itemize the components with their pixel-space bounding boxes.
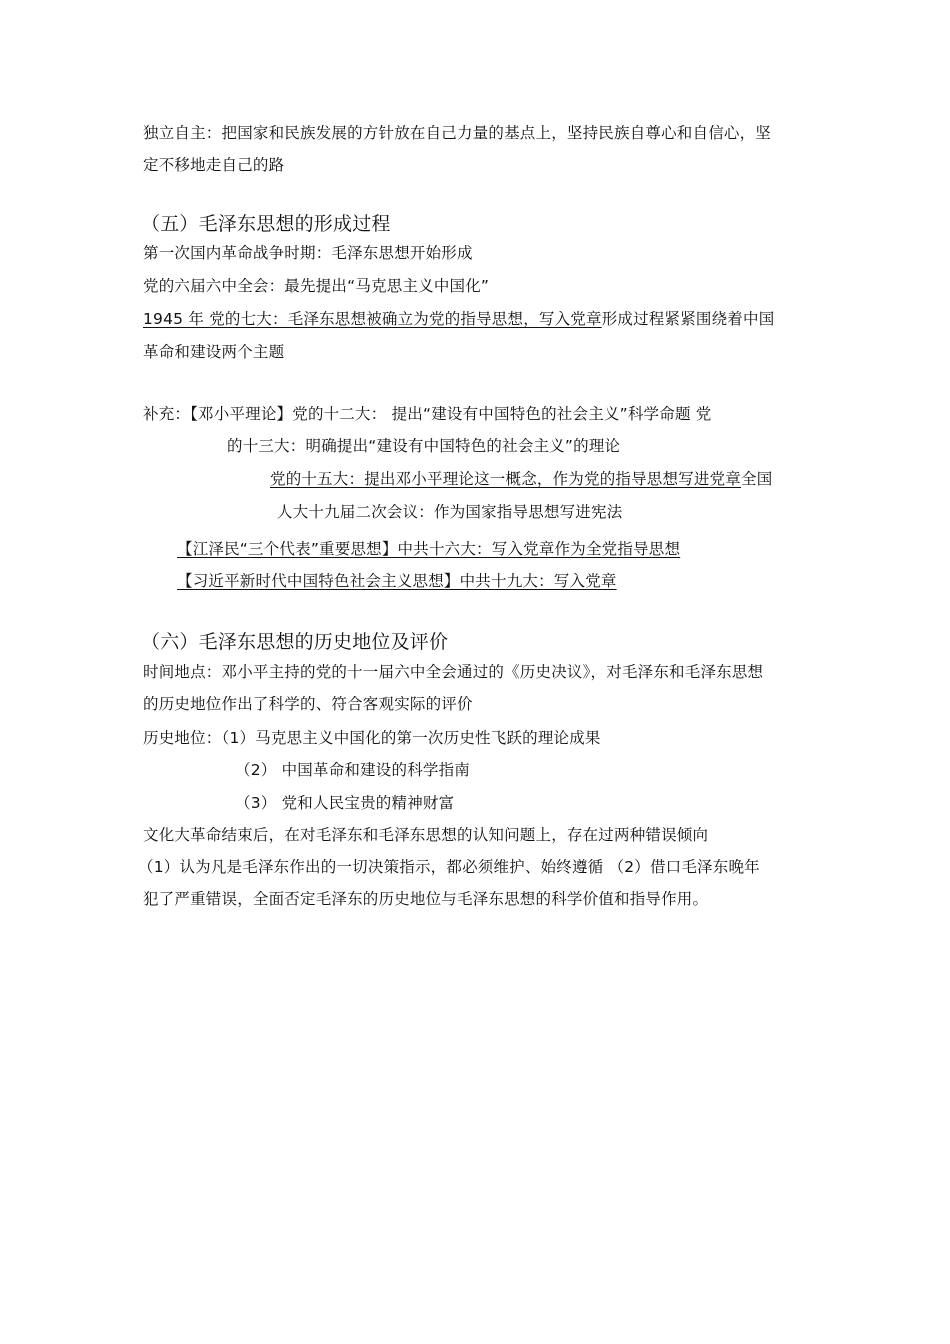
section-5-para-3 (143, 308, 774, 330)
fifteenth-congress-underlined: 党的十五大：提出邓小平理论这一概念，作为党的指导思想写进党章 (270, 470, 742, 488)
supplement-line-4: 人大十九届二次会议：作为国家指导思想写进宪法 (277, 503, 623, 521)
fifteenth-congress-rest: 全国 (741, 470, 773, 488)
section-5-heading: （五）毛泽东思想的形成过程 (141, 213, 391, 235)
historical-status-3: （3） 党和人民宝贵的精神财富 (235, 794, 455, 812)
seventh-congress-rest: 形成过程紧紧围绕着中国 (601, 310, 775, 328)
supplement-line-2: 的十三大：明确提出“建设有中国特色的社会主义”的理论 (227, 437, 621, 455)
supplement-line-1: 补充：【邓小平理论】党的十二大： 提出“建设有中国特色的社会主义”科学命题 党 (143, 405, 712, 423)
section-5-para-2: 党的六届六中全会：最先提出“马克思主义中国化” (143, 277, 490, 295)
jiang-zemin-line: 【江泽民“三个代表”重要思想】中共十六大：写入党章作为全党指导思想 (177, 540, 681, 558)
historical-status-2: （2） 中国革命和建设的科学指南 (235, 761, 470, 779)
section-5-para-3-line-2: 革命和建设两个主题 (143, 343, 285, 361)
supplement-line-3 (270, 468, 772, 490)
independence-line-1: 独立自主：把国家和民族发展的方针放在自己力量的基点上，坚持民族自尊心和自信心，坚 (143, 124, 772, 142)
time-place-line-2: 的历史地位作出了科学的、符合客观实际的评价 (143, 695, 473, 713)
errors-line-1: （1）认为凡是毛泽东作出的一切决策指示，都必须维护、始终遵循 （2）借口毛泽东晚年 (138, 858, 760, 876)
independence-line-2: 定不移地走自己的路 (143, 156, 285, 174)
time-place-line-1: 时间地点：邓小平主持的党的十一届六中全会通过的《历史决议》，对毛泽东和毛泽东思想 (143, 663, 764, 681)
errors-line-2: 犯了严重错误，全面否定毛泽东的历史地位与毛泽东思想的科学价值和指导作用。 (143, 890, 709, 908)
section-6-heading: （六）毛泽东思想的历史地位及评价 (141, 631, 449, 653)
xi-jinping-line: 【习近平新时代中国特色社会主义思想】中共十九大：写入党章 (177, 572, 617, 590)
cultural-revolution-line: 文化大革命结束后，在对毛泽东和毛泽东思想的认知问题上，存在过两种错误倾向 (143, 826, 709, 844)
section-5-para-1: 第一次国内革命战争时期：毛泽东思想开始形成 (143, 244, 473, 262)
seventh-congress-underlined: 1945 年 党的七大：毛泽东思想被确立为党的指导思想，写入党章 (143, 310, 602, 328)
historical-status-1: 历史地位：（1）马克思主义中国化的第一次历史性飞跃的理论成果 (143, 729, 601, 747)
